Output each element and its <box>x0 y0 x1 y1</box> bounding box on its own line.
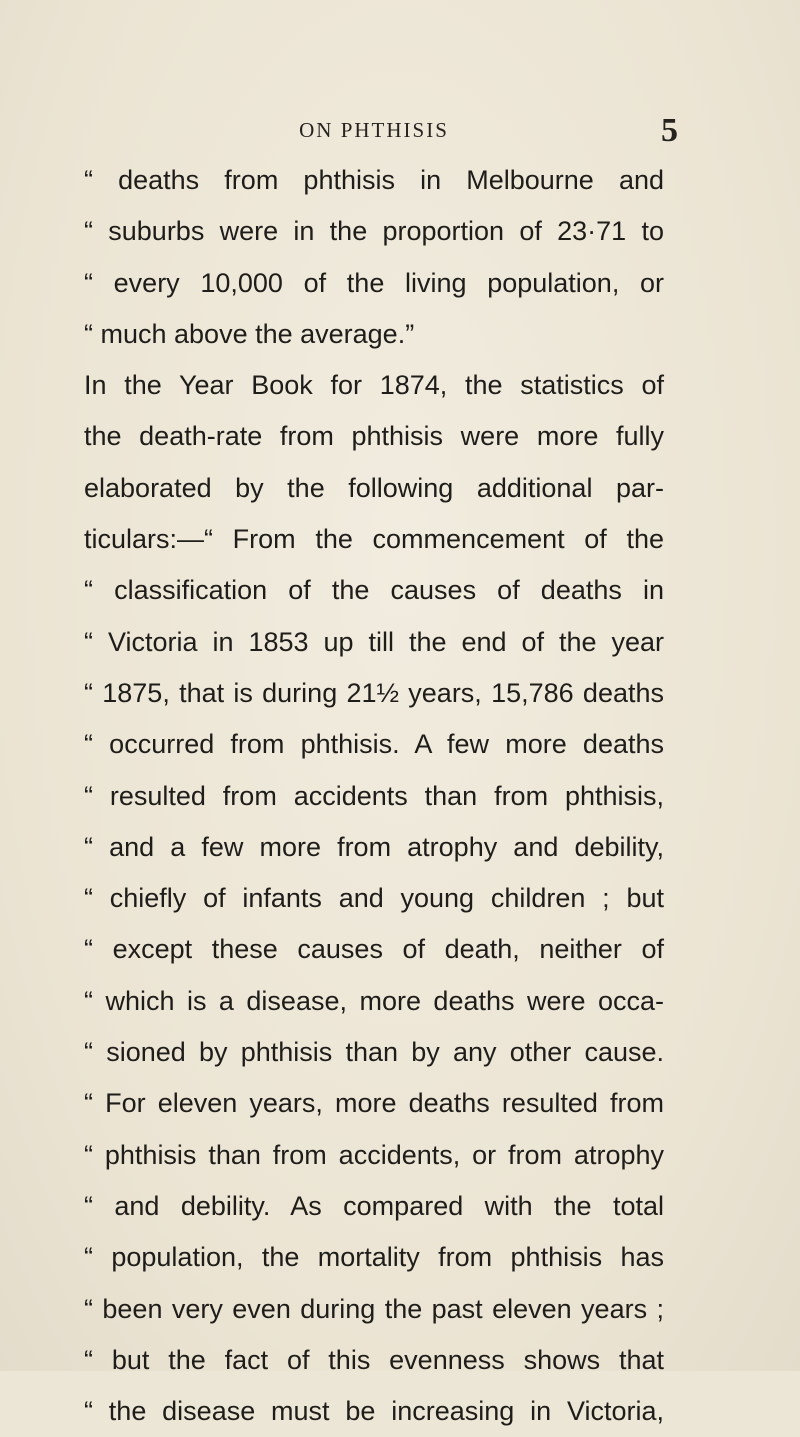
text-line: “ resulted from accidents than from phthisis, <box>84 780 664 811</box>
text-line: ticulars:—“ From the commencement of the <box>84 524 664 555</box>
text-line: “ Victoria in 1853 up till the end of the year <box>84 626 664 657</box>
text-line: “ suburbs were in the proportion of 23·71 to <box>84 216 664 247</box>
text-line: “ occurred from phthisis. A few more deaths <box>84 729 664 760</box>
running-head <box>84 112 678 152</box>
text-line: “ sioned by phthisis than by any other cause. <box>84 1037 664 1068</box>
text-line: “ which is a disease, more deaths were occa- <box>84 985 664 1016</box>
text-line: “ and debility. As compared with the total <box>84 1190 664 1221</box>
text-line: “ 1875, that is during 21½ years, 15,786 deaths <box>84 677 664 708</box>
running-title: ON PHTHISIS <box>299 118 449 142</box>
text-line: “ except these causes of death, neither of <box>84 934 664 965</box>
text-line: In the Year Book for 1874, the statistics of <box>84 370 664 401</box>
text-line: elaborated by the following additional par- <box>84 472 664 503</box>
text-line: “ classification of the causes of deaths in <box>84 575 664 606</box>
text-line: “ deaths from phthisis in Melbourne and <box>84 165 664 195</box>
text-line: “ every 10,000 of the living population, or <box>84 267 664 298</box>
text-line: “ much above the average.” <box>84 318 415 349</box>
page-number: 5 <box>661 112 678 149</box>
text-line: “ and a few more from atrophy and debility, <box>84 831 664 862</box>
body-text <box>84 155 664 1437</box>
text-line: “ the disease must be increasing in Victoria, <box>84 1396 664 1427</box>
text-line: “ but the fact of this evenness shows that <box>84 1344 664 1375</box>
text-line: “ population, the mortality from phthisis has <box>84 1242 664 1273</box>
text-line: “ chiefly of infants and young children ; but <box>84 883 664 914</box>
text-line: the death-rate from phthisis were more fully <box>84 421 664 452</box>
text-line: “ For eleven years, more deaths resulted from <box>84 1088 664 1119</box>
text-line: “ phthisis than from accidents, or from atrophy <box>84 1139 664 1170</box>
text-line: “ been very even during the past eleven years ; <box>84 1293 664 1324</box>
